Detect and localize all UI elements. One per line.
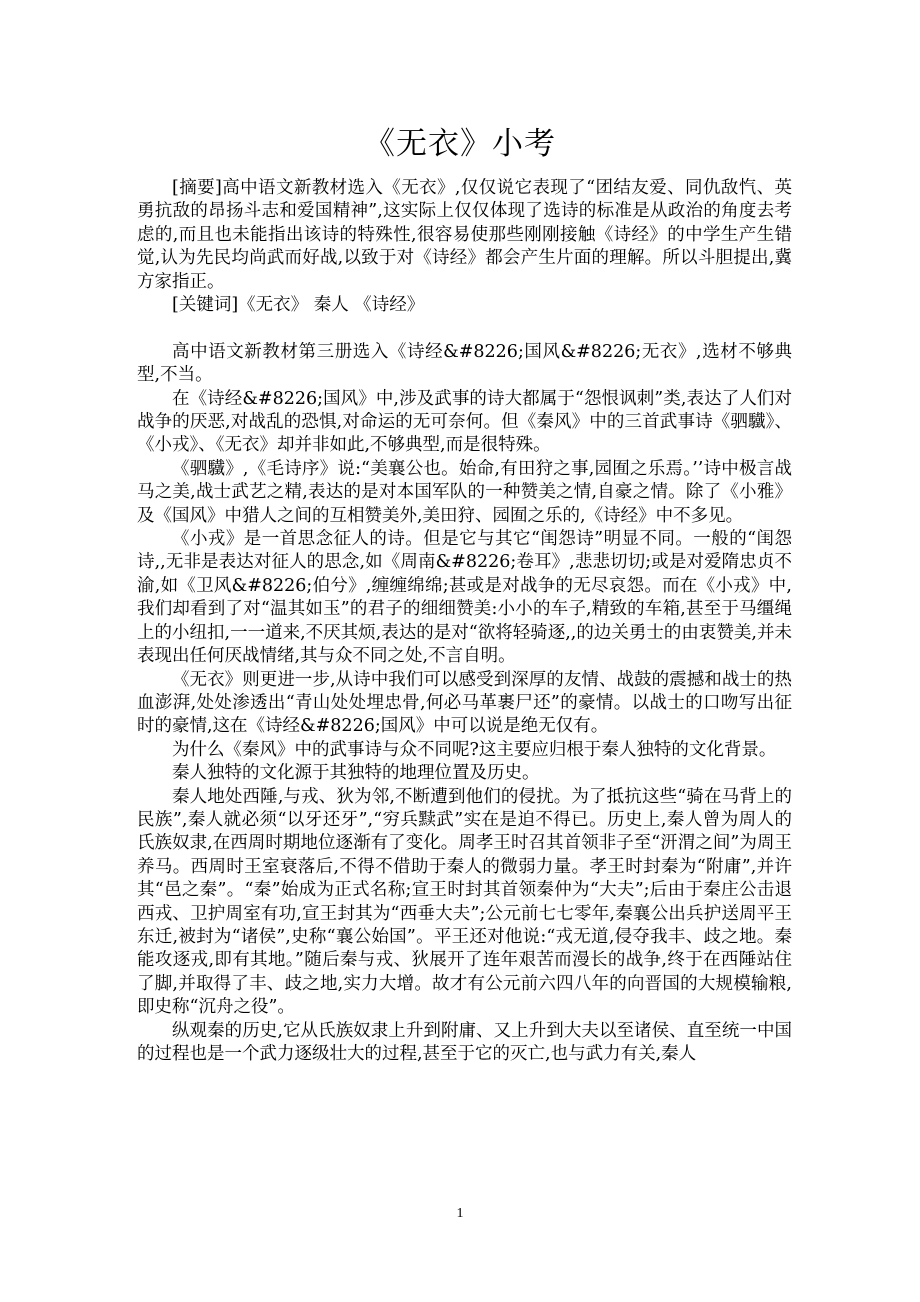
body-paragraph: 《无衣》则更进一步,从诗中我们可以感受到深厚的友情、战鼓的震撼和战士的热血澎湃,处处渗透出“青山处处埋忠骨,何必马革裹尸还”的豪情。以战士的口吻写出征时的豪情,这在《诗经&#8226;国风》中可以说是绝无仅有。 <box>137 669 792 737</box>
document-body <box>137 177 792 1066</box>
body-paragraph: 纵观秦的历史,它从氏族奴隶上升到附庸、又上升到大夫以至诸侯、直至统一中国的过程也是一个武力逐级壮大的过程,甚至于它的灭亡,也与武力有关,秦人 <box>137 1020 792 1065</box>
body-paragraph: 高中语文新教材第三册选入《诗经&#8226;国风&#8226;无衣》,选材不够典型,不当。 <box>137 341 792 386</box>
body-paragraph: 秦人地处西陲,与戎、狄为邻,不断遭到他们的侵扰。为了抵抗这些“骑在马背上的民族”,秦人就必须“以牙还牙”,“穷兵黩武”实在是迫不得已。历史上,秦人曾为周人的氏族奴隶,在西周时期地位逐渐有了变化。周孝王时召其首领非子至“汧渭之间”为周王养马。西周时王室衰落后,不得不借助于秦人的微弱力量。孝王时封秦为“附庸”,并许其“邑之秦”。“秦”始成为正式名称;宣王时封其首领秦仲为“大夫”;后由于秦庄公击退西戎、卫护周室有功,宣王封其为“西垂大夫”;公元前七七零年,秦襄公出兵护送周平王东迁,被封为“诸侯”,史称“襄公始国”。平王还对他说:“戎无道,侵夺我丰、歧之地。秦能攻逐戎,即有其地。”随后秦与戎、狄展开了连年艰苦而漫长的战争,终于在西陲站住了脚,并取得了丰、歧之地,实力大增。故才有公元前六四八年的向晋国的大规模输粮,即史称“沉舟之役”。 <box>137 786 792 1018</box>
keywords-paragraph: [关键词]《无衣》 秦人 《诗经》 <box>172 295 425 316</box>
blank-line <box>137 317 792 340</box>
body-paragraph: 《驷驖》,《毛诗序》说:“美襄公也。始命,有田狩之事,园囿之乐焉。’’诗中极言战马之美,战士武艺之精,表达的是对本国军队的一种赞美之情,自豪之情。除了《小雅》及《国风》中猎人之间的互相赞美外,美田狩、园囿之乐的,《诗经》中不多见。 <box>137 458 792 526</box>
body-paragraph: 在《诗经&#8226;国风》中,涉及武事的诗大都属于“怨恨讽刺”类,表达了人们对战争的厌恶,对战乱的恐惧,对命运的无可奈何。但《秦风》中的三首武事诗《驷驖》、《小戎》、《无衣》却并非如此,不够典型,而是很特殊。 <box>137 388 792 456</box>
body-paragraph: 秦人独特的文化源于其独特的地理位置及历史。 <box>172 763 540 784</box>
body-paragraph: 《小戎》是一首思念征人的诗。但是它与其它“闺怨诗”明显不同。一般的“闺怨诗,,无非是表达对征人的思念,如《周南&#8226;卷耳》,悲悲切切;或是对爱隋忠贞不渝,如《卫风&#8226;伯兮》,缠缠绵绵;甚或是对战争的无尽哀怨。而在《小戎》中,我们却看到了对“温其如玉”的君子的细细赞美:小小的车子,精致的车箱,甚至于马缰绳上的小纽扣,一一道来,不厌其烦,表达的是对“欲将轻骑逐,,的边关勇士的由衷赞美,并未表现出任何厌战情绪,其与众不同之处,不言自明。 <box>137 529 792 667</box>
document-title: 《无衣》小考 <box>364 126 556 162</box>
page-number: 1 <box>456 1206 464 1221</box>
body-paragraph: 为什么《秦风》中的武事诗与众不同呢?这主要应归根于秦人独特的文化背景。 <box>172 739 777 760</box>
abstract-paragraph: [摘要]高中语文新教材选入《无衣》,仅仅说它表现了“团结友爱、同仇敌忾、英勇抗敌的昂扬斗志和爱国精神”,这实际上仅仅体现了选诗的标准是从政治的角度去考虑的,而且也未能指出该诗的特殊性,很容易使那些刚刚接触《诗经》的中学生产生错觉,认为先民均尚武而好战,以致于对《诗经》都会产生片面的理解。所以斗胆提出,冀方家指正。 <box>137 178 792 292</box>
